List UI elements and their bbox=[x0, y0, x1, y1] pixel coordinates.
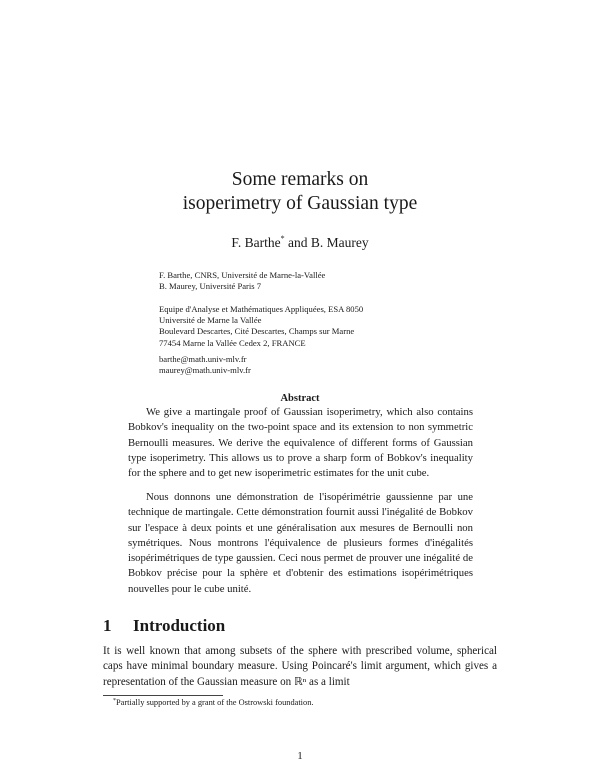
affiliation-emails bbox=[159, 354, 251, 376]
author-1: F. Barthe bbox=[231, 235, 281, 250]
address-line: Equipe d'Analyse et Mathématiques Appliquées, ESA 8050 bbox=[159, 304, 364, 314]
footnote-rule bbox=[103, 695, 223, 696]
abstract-english: We give a martingale proof of Gaussian isoperimetry, which also contains Bobkov's inequality on the two-point space and its extension to non symmetric Bernoulli measures. We derive the equivalence of different forms of Gaussian type isoperimetry. This allows us to prove a sharp form of Bobkov's inequality for the sphere and to get new isoperimetric estimates for the unit cube. bbox=[128, 406, 473, 480]
title-line-2: isoperimetry of Gaussian type bbox=[182, 193, 418, 214]
section-number: 1 bbox=[103, 616, 112, 635]
footnote bbox=[113, 698, 313, 707]
email-address: barthe@math.univ-mlv.fr bbox=[159, 354, 247, 364]
footnote-marker: * bbox=[280, 234, 285, 243]
section-title: Introduction bbox=[133, 616, 226, 635]
affiliation-line: F. Barthe, CNRS, Université de Marne-la-Vallée bbox=[159, 270, 326, 280]
abstract-heading: Abstract bbox=[280, 393, 320, 404]
page-number: 1 bbox=[297, 750, 303, 762]
affiliation-names bbox=[159, 270, 325, 292]
affiliation-line: B. Maurey, Université Paris 7 bbox=[159, 281, 262, 292]
footnote-marker: * bbox=[113, 698, 116, 704]
intro-paragraph: It is well known that among subsets of the sphere with prescribed volume, spherical caps have minimal boundary measure. Using Poincaré's limit argument, which gives a representation of the Gaussian measure on ℝⁿ as a limit bbox=[103, 645, 497, 688]
address-line: 77454 Marne la Vallée Cedex 2, FRANCE bbox=[159, 337, 306, 348]
authors-line bbox=[0, 234, 600, 251]
footnote-text: Partially supported by a grant of the Ostrowski foundation. bbox=[116, 698, 314, 707]
section-heading bbox=[103, 616, 225, 636]
title-line-1: Some remarks on bbox=[231, 169, 369, 190]
author-2: and B. Maurey bbox=[284, 235, 369, 250]
address-line: Université de Marne la Vallée bbox=[159, 315, 262, 326]
address-line: Boulevard Descartes, Cité Descartes, Champs sur Marne bbox=[159, 326, 355, 337]
abstract-french: Nous donnons une démonstration de l'isopérimétrie gaussienne par une technique de martingale. Cette démonstration fournit aussi l'inégalité de Bobkov sur l'espace à deux points et une généralisation aux mesures de Bernoulli non symétriques. Nous montrons l'équivalence de plusieurs formes d'inégalités isopérimétriques de type gaussien. Ceci nous permet de prouver une inégalité de Bobkov précise pour la sphère et d'obtenir des estimations isopérimétriques nouvelles pour le cube unité. bbox=[128, 491, 473, 595]
email-address: maurey@math.univ-mlv.fr bbox=[159, 365, 251, 376]
paper-title bbox=[0, 168, 600, 216]
affiliation-address bbox=[159, 304, 363, 349]
